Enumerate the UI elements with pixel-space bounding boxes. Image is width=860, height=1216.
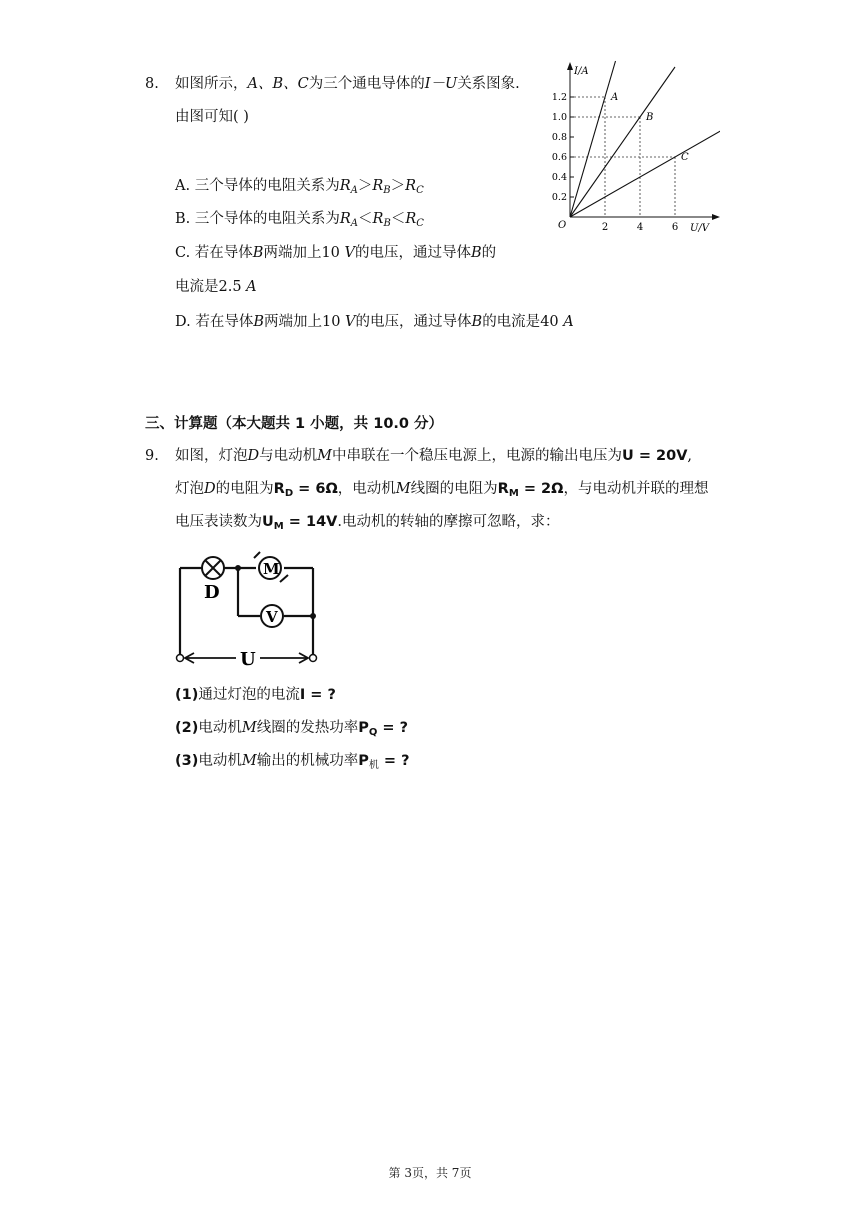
series-line-A xyxy=(570,61,619,217)
q8-stem-line2: 由图可知( ) xyxy=(175,109,249,125)
y-tick-label: 0.6 xyxy=(551,152,567,163)
x-axis-label: U/V xyxy=(690,223,710,234)
x-tick-label: 2 xyxy=(601,222,609,233)
y-axis-label: I/A xyxy=(574,66,589,77)
q9-sub2: (2)电动机M线圈的发热功率$P_Q$ = ? xyxy=(175,720,409,738)
junction-dot xyxy=(310,613,316,619)
y-tick-label: 0.8 xyxy=(551,132,567,143)
voltmeter-icon xyxy=(261,605,283,627)
q9-sub1: (1)通过灯泡的电流I = ? xyxy=(175,687,336,703)
q8-option-c-line2: 电流是2.5 A xyxy=(175,279,257,295)
terminal-left xyxy=(177,655,184,662)
q9-line3: 电压表读数为$U_M = 14V$.电动机的转轴的摩擦可忽略，求： xyxy=(175,514,560,532)
q8-stem: 如图所示，A、B、C为三个通电导体的I－U关系图象. xyxy=(175,76,520,92)
section-title: 三、计算题（本大题共 1 小题，共 10.0 分） xyxy=(145,416,444,432)
y-tick-label: 1.0 xyxy=(551,112,567,123)
q9-sub3: (3)电动机M输出的机械功率$P_机$ = ? xyxy=(175,753,410,771)
iu-chart xyxy=(540,60,720,240)
lamp-icon xyxy=(202,557,224,579)
q8-option-c[interactable]: C. 若在导体B两端加上10 V的电压，通过导体B的 xyxy=(175,245,497,261)
motor-icon xyxy=(254,552,288,582)
series-line-C xyxy=(570,130,720,217)
x-tick-label: 4 xyxy=(636,222,644,233)
q8-number: 8. xyxy=(145,76,159,92)
series-label-A: A xyxy=(611,92,619,103)
y-axis-arrow xyxy=(567,62,573,70)
origin-label: O xyxy=(558,220,567,231)
series-label-C: C xyxy=(681,152,689,163)
y-tick-label: 0.4 xyxy=(551,172,567,183)
x-axis-arrow xyxy=(712,214,720,220)
y-tick-label: 0.2 xyxy=(551,192,567,203)
voltmeter-label: V xyxy=(266,608,278,626)
series-line-B xyxy=(570,67,675,217)
voltage-label: U xyxy=(240,649,256,670)
q9-line2: 灯泡D的电阻为$R_D = 6\Omega$，电动机M线圈的电阻为$R_M = 2\Omega$，与电动机并联的理想 xyxy=(175,481,709,499)
q8-option-b[interactable]: B. 三个导体的电阻关系为$R_A<R_B<R_C$ xyxy=(175,211,424,229)
q8-option-d[interactable]: D. 若在导体B两端加上10 V的电压，通过导体B的电流是40 A xyxy=(175,314,574,330)
page-footer: 第 3页，共 7页 xyxy=(388,1166,472,1180)
circuit-diagram xyxy=(170,548,330,673)
q9-line1: 如图，灯泡D与电动机M中串联在一个稳压电源上，电源的输出电压为U = 20V, xyxy=(175,448,693,464)
terminal-right xyxy=(310,655,317,662)
series-label-B: B xyxy=(646,112,654,123)
y-tick-label: 1.2 xyxy=(551,92,567,103)
x-tick-label: 6 xyxy=(671,222,679,233)
q8-option-a[interactable]: A. 三个导体的电阻关系为$R_A>R_B>R_C$ xyxy=(175,178,424,196)
motor-label: M xyxy=(263,560,280,578)
q9-number: 9. xyxy=(145,448,159,464)
lamp-label: D xyxy=(204,582,220,603)
junction-dot xyxy=(235,565,241,571)
